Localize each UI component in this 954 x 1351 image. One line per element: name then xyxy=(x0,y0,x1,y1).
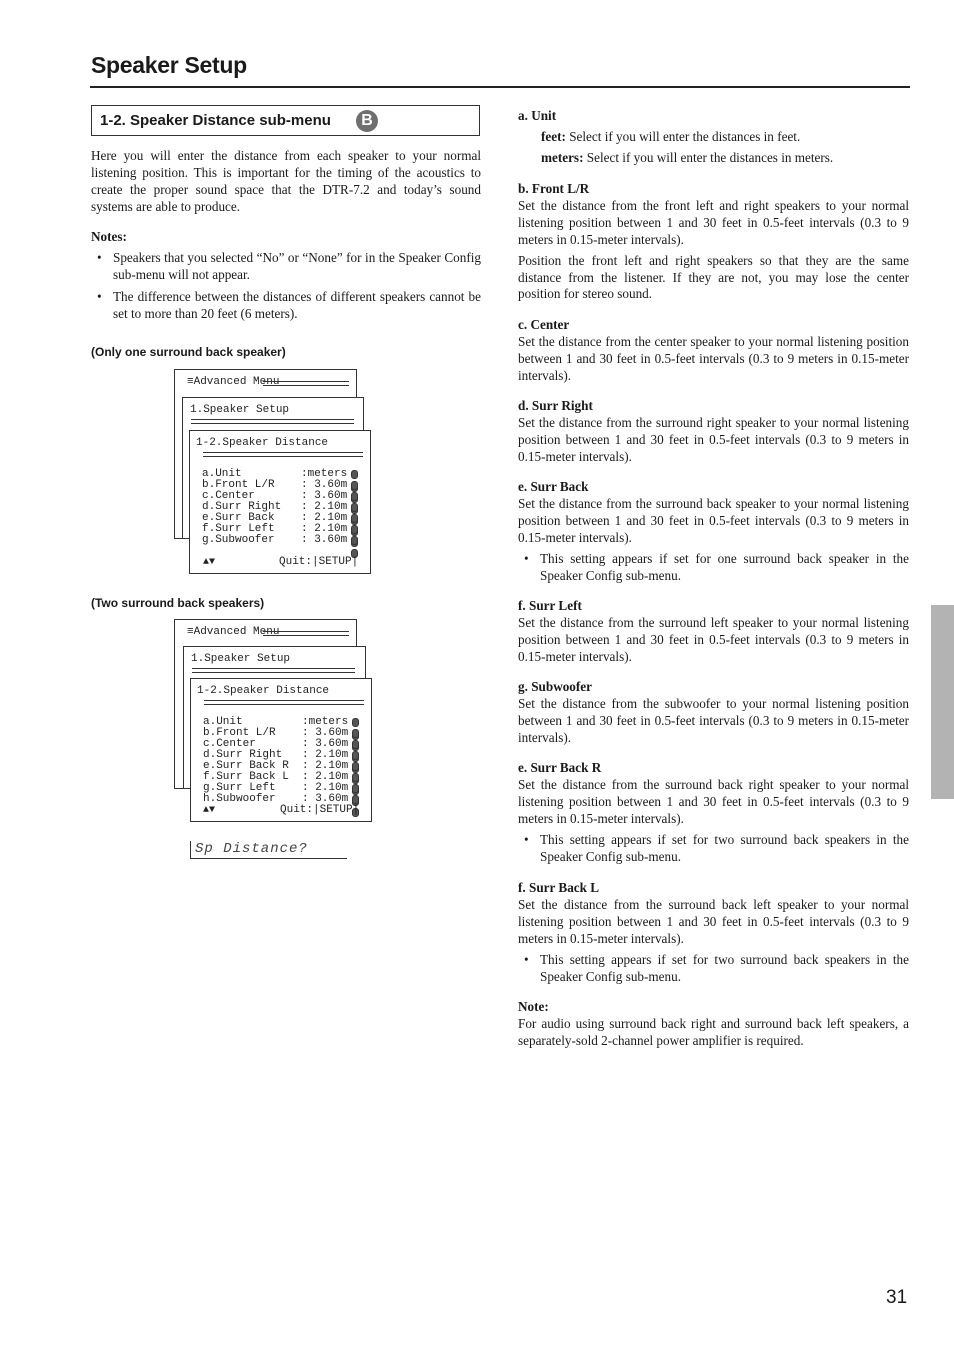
side-index-tab xyxy=(931,605,954,799)
left-right-adjust-icon xyxy=(351,525,363,533)
menu-row-label: b.Front L/R xyxy=(202,479,275,491)
speaker-distance-title: 1-2.Speaker Distance xyxy=(196,437,329,449)
surr-back-l-heading: f. Surr Back L xyxy=(518,880,600,895)
left-right-adjust-icon xyxy=(352,795,364,803)
front-text-2: Position the front left and right speakers so that they are the same distance from the listener. If they are not, you may lose the center position for stereo sound. xyxy=(518,252,909,302)
bullet-icon: • xyxy=(97,249,102,265)
speaker-setup-label: 1.Speaker Setup xyxy=(191,653,291,665)
left-right-adjust-icon xyxy=(351,470,363,478)
menu-row-label: a.Unit xyxy=(202,468,242,480)
menu-row-label: f.Surr Back L xyxy=(203,771,289,783)
left-right-adjust-icon xyxy=(352,784,364,792)
menu-row-value: : 2.10m xyxy=(302,782,349,794)
surr-back-r-section xyxy=(518,760,909,865)
intro-paragraph: Here you will enter the distance from each speaker to your normal listening position. This is important for the timing of the acoustics to create the proper sound space that the DTR-7.2 and today’s sound systems are able to produce. xyxy=(91,148,481,214)
section-heading xyxy=(91,105,480,136)
notes-label: Notes: xyxy=(91,229,127,244)
subwoofer-text: Set the distance from the subwoofer to your normal listening position between 1 and 30 feet in 0.5-feet intervals (0.3 to 9 meters in 0.15-meter intervals). xyxy=(518,695,909,745)
up-down-arrows-icon: ▲▼ xyxy=(203,805,216,816)
left-right-adjust-icon xyxy=(352,718,364,726)
left-right-adjust-icon xyxy=(351,492,363,500)
menu-row-value: : 2.10m xyxy=(301,512,348,524)
surr-back-r-heading: e. Surr Back R xyxy=(518,760,602,775)
surr-back-l-section xyxy=(518,880,909,985)
left-right-adjust-icon xyxy=(352,762,364,770)
speaker-distance-window xyxy=(190,678,372,822)
menu-row-value: : 2.10m xyxy=(301,501,348,513)
surr-left-text: Set the distance from the surround left speaker to your normal listening position between 1 and 30 feet in 0.5-feet intervals (0.3 to 9 meters in 0.15-meter intervals). xyxy=(518,614,909,664)
left-right-adjust-icon xyxy=(351,514,363,522)
surr-back-r-bullet: • This setting appears if set for two surround back speakers in the Speaker Config sub-menu. xyxy=(524,831,909,864)
menu-row-value: : 3.60m xyxy=(301,534,348,546)
menu-rule xyxy=(192,668,355,673)
menu-rule xyxy=(203,452,363,457)
menu-rule xyxy=(204,700,364,705)
bullet-icon: • xyxy=(524,951,529,967)
subwoofer-heading: g. Subwoofer xyxy=(518,679,592,694)
note-item xyxy=(91,250,481,284)
front-display-readout xyxy=(190,841,347,859)
left-right-adjust-icon xyxy=(352,729,364,737)
center-text: Set the distance from the center speaker to your normal listening position between 1 and 30 feet in 0.5-feet intervals (0.3 to 9 meters in 0.15-meter intervals). xyxy=(518,333,909,383)
menu-row-label: d.Surr Right xyxy=(203,749,283,761)
display-text: Sp Distance? xyxy=(195,841,308,857)
page-title: Speaker Setup xyxy=(91,52,247,78)
left-right-adjust-icon xyxy=(351,481,363,489)
menu-row-value: : 2.10m xyxy=(302,760,349,772)
speaker-setup-label: 1.Speaker Setup xyxy=(190,404,290,416)
center-section xyxy=(518,317,909,385)
left-right-adjust-icon xyxy=(351,536,363,544)
bullet-icon: • xyxy=(524,550,529,566)
advanced-menu-label: ≡Advanced Menu xyxy=(187,626,280,638)
note-item xyxy=(91,289,481,323)
section-heading-text: 1-2. Speaker Distance sub-menu xyxy=(100,112,331,129)
menu-row-label: c.Center xyxy=(202,490,255,502)
surr-back-section xyxy=(518,479,909,584)
menu-row-value: : 2.10m xyxy=(302,771,349,783)
surr-back-l-bullet: • This setting appears if set for two surround back speakers in the Speaker Config sub-menu. xyxy=(524,951,909,984)
notes-block xyxy=(91,229,481,323)
menu-row-label: h.Subwoofer xyxy=(203,793,276,805)
menu-row-label: e.Surr Back R xyxy=(203,760,289,772)
menu-row-value: :meters xyxy=(302,716,349,728)
surr-right-section xyxy=(518,398,909,466)
unit-section xyxy=(518,108,909,167)
menu-row-label: c.Center xyxy=(203,738,256,750)
menu-row-label: a.Unit xyxy=(203,716,243,728)
up-down-arrows-icon: ▲▼ xyxy=(203,557,216,568)
surr-left-section xyxy=(518,598,909,666)
quit-label: Quit:|SETUP| xyxy=(280,804,360,816)
surr-back-l-text: Set the distance from the surround back left speaker to your normal listening position between 1 and 30 feet in 0.5-feet intervals (0.3 to 9 meters in 0.15-meter intervals). xyxy=(518,896,909,946)
surr-back-text: Set the distance from the surround back speaker to your normal listening position between 1 and 30 feet in 0.5-feet intervals (0.3 to 9 meters in 0.15-meter intervals). xyxy=(518,495,909,545)
surr-back-heading: e. Surr Back xyxy=(518,479,589,494)
surr-back-bullet: • This setting appears if set for one surround back speaker in the Speaker Config sub-menu. xyxy=(524,550,909,583)
advanced-menu-label: ≡Advanced Menu xyxy=(187,376,280,388)
menu-row-value: : 3.60m xyxy=(301,479,348,491)
menu2-caption: (Two surround back speakers) xyxy=(91,596,265,610)
page-number: 31 xyxy=(886,1287,908,1308)
osd-menu-two-back xyxy=(174,619,374,825)
surr-right-heading: d. Surr Right xyxy=(518,398,593,413)
quit-label: Quit:|SETUP| xyxy=(279,556,359,568)
note-text: The difference between the distances of different speakers cannot be set to more than 20 feet (6 meters). xyxy=(113,288,481,321)
left-right-adjust-icon xyxy=(352,751,364,759)
menu-row-label: g.Subwoofer xyxy=(202,534,275,546)
surr-right-text: Set the distance from the surround right speaker to your normal listening position between 1 and 30 feet in 0.5-feet intervals (0.3 to 9 meters in 0.15-meter intervals). xyxy=(518,414,909,464)
menu-row-value: : 3.60m xyxy=(302,738,349,750)
menu-rule xyxy=(263,381,349,386)
menu-rule xyxy=(191,419,354,424)
remote-badge-icon: B xyxy=(356,110,378,132)
menu1-caption: (Only one surround back speaker) xyxy=(91,345,286,359)
front-section xyxy=(518,181,909,303)
surr-left-heading: f. Surr Left xyxy=(518,598,582,613)
note-text: Speakers that you selected “No” or “None” for in the Speaker Config sub-menu will not appear. xyxy=(113,249,481,282)
menu-row-value: : 3.60m xyxy=(301,490,348,502)
menu-row-value: : 3.60m xyxy=(302,727,349,739)
bullet-icon: • xyxy=(97,288,102,304)
menu-row-value: : 3.60m xyxy=(302,793,349,805)
surr-back-r-text: Set the distance from the surround back right speaker to your normal listening position between 1 and 30 feet in 0.5-feet intervals (0.3 to 9 meters in 0.15-meter intervals). xyxy=(518,776,909,826)
speaker-distance-title: 1-2.Speaker Distance xyxy=(197,685,330,697)
menu-row-label: e.Surr Back xyxy=(202,512,275,524)
menu-row-value: :meters xyxy=(301,468,348,480)
left-right-adjust-icon xyxy=(352,773,364,781)
note-text: For audio using surround back right and surround back left speakers, a separately-sold 2-channel power amplifier is required. xyxy=(518,1015,909,1048)
note-section xyxy=(518,999,909,1050)
left-right-adjust-icon xyxy=(351,503,363,511)
osd-menu-one-back xyxy=(174,369,374,575)
menu-row-label: f.Surr Left xyxy=(202,523,275,535)
note-heading: Note: xyxy=(518,999,549,1014)
unit-feet: feet: Select if you will enter the distances in feet. xyxy=(541,128,801,144)
unit-heading: a. Unit xyxy=(518,108,557,123)
menu-row-value: : 2.10m xyxy=(301,523,348,535)
speaker-distance-window xyxy=(189,430,371,574)
center-heading: c. Center xyxy=(518,317,570,332)
front-text: Set the distance from the front left and right speakers to your normal listening position between 1 and 30 feet in 0.5-feet intervals (0.3 to 9 meters in 0.15-meter intervals). xyxy=(518,197,909,247)
unit-meters: meters: Select if you will enter the distances in meters. xyxy=(541,149,834,165)
title-rule xyxy=(90,86,910,88)
bullet-icon: • xyxy=(524,831,529,847)
menu-row-label: b.Front L/R xyxy=(203,727,276,739)
menu-row-label: g.Surr Left xyxy=(203,782,276,794)
menu-row-label: d.Surr Right xyxy=(202,501,282,513)
front-heading: b. Front L/R xyxy=(518,181,590,196)
subwoofer-section xyxy=(518,679,909,747)
menu-rule xyxy=(263,631,349,636)
menu-row-value: : 2.10m xyxy=(302,749,349,761)
left-right-adjust-icon xyxy=(352,740,364,748)
